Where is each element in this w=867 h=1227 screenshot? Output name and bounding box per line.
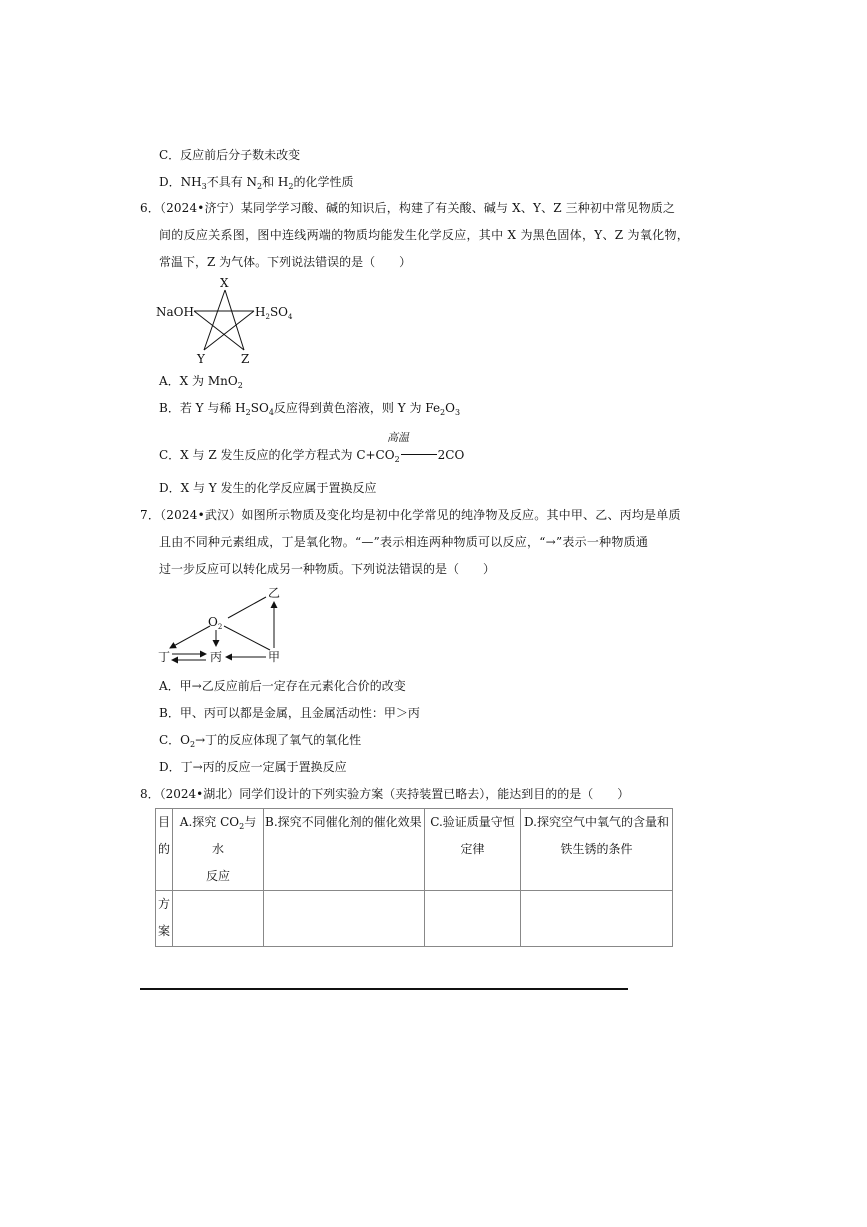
q7-c-text: →丁的反应体现了氧气的氧化性: [195, 733, 362, 747]
q7-option-a: A．甲→乙反应前后一定存在元素化合价的改变: [159, 679, 406, 693]
q5-d-text: D．NH: [159, 175, 202, 189]
q6-option-c: [159, 447, 464, 463]
q6-b-text: O: [445, 401, 455, 415]
cell-c-purpose: C.验证质量守恒 定律: [425, 809, 521, 891]
q5-d-text: 和 H: [262, 175, 289, 189]
arrow-o2-to-ding: [170, 626, 210, 648]
q8-stem-line-1: 8．（2024•湖北）同学们设计的下列实验方案（夹持装置已略去），能达到目的的是（ ）: [140, 787, 630, 801]
q6-b-text: 反应得到黄色溶液，则 Y 为 Fe: [273, 401, 441, 415]
q8-experiment-table: [155, 808, 673, 947]
q5-d-sub: 2: [257, 182, 263, 191]
q6-c-text: C．X 与 Z 发生反应的化学方程式为 C+CO: [159, 448, 395, 462]
q6-a-text: A．X 为 MnO: [159, 374, 238, 388]
q7-stem-line-1: 7．（2024•武汉）如图所示物质及变化均是初中化学常见的纯净物及反应。其中甲、乙、丙均是单质: [140, 508, 681, 522]
q6-c-text: 2CO: [437, 448, 465, 462]
node-yi: 乙: [268, 586, 281, 600]
node-o2: $O_2$: [208, 615, 223, 631]
node-h2so4: $H_2SO_4$: [255, 305, 293, 321]
q6-reaction-bar: [401, 454, 437, 455]
cell-a-purpose: A.探究 $CO_2$与水 反应: [173, 809, 264, 891]
table-row: [156, 891, 673, 947]
cell-d-purpose: D.探究空气中氧气的含量和 铁生锈的条件: [521, 809, 673, 891]
table-row: [156, 809, 673, 891]
q6-pentagram-diagram: [150, 272, 293, 368]
q6-b-text: SO: [250, 401, 269, 415]
cell-d-plan: [521, 891, 673, 947]
q6-a-sub: 2: [237, 381, 243, 390]
q6-b-sub: 4: [268, 408, 274, 417]
footer-rule: [140, 988, 628, 990]
q6-condition-high-temp: 高温: [387, 431, 409, 444]
pentagram-lines: [194, 290, 254, 350]
q6-option-d: D．X 与 Y 发生的化学反应属于置换反应: [159, 481, 377, 495]
q5-d-sub: 2: [288, 182, 294, 191]
q6-b-text: B．若 Y 与稀 H: [159, 401, 246, 415]
node-jia: 甲: [268, 650, 281, 664]
q7-stem-line-2: 且由不同种元素组成，丁是氧化物。“—”表示相连两种物质可以反应，“→”表示一种物质通: [159, 535, 649, 549]
cell-b-purpose: B.探究不同催化剂的催化效果: [264, 809, 425, 891]
q5-option-d: [159, 174, 354, 190]
q5-option-c: C．反应前后分子数未改变: [159, 148, 301, 162]
q6-c-sub: 2: [394, 455, 400, 464]
cell-a-plan: [173, 891, 264, 947]
q5-d-text: 的化学性质: [293, 175, 354, 189]
q7-c-text: C．O: [159, 733, 191, 747]
node-z: Z: [241, 352, 250, 366]
node-bing: 丙: [210, 650, 223, 664]
node-ding: 丁: [158, 650, 171, 664]
row-head-plan: 方 案: [156, 891, 173, 947]
q6-stem-line-2: 间的反应关系图，图中连线两端的物质均能发生化学反应，其中 X 为黑色固体，Y、Z 为氧化物，: [159, 228, 690, 242]
node-naoh: NaOH: [156, 305, 194, 319]
cell-b-plan: [264, 891, 425, 947]
q7-option-d: D．丁→丙的反应一定属于置换反应: [159, 760, 347, 774]
node-y: Y: [197, 352, 205, 366]
row-head-purpose: 目 的: [156, 809, 173, 891]
cell-c-plan: [425, 891, 521, 947]
q6-stem-line-1: 6．（2024•济宁）某同学学习酸、碱的知识后，构建了有关酸、碱与 X、Y、Z 三种初中常见物质之: [140, 201, 676, 215]
q7-conversion-diagram: [150, 582, 290, 666]
q6-stem-line-3: 常温下，Z 为气体。下列说法错误的是（ ）: [159, 255, 412, 269]
q7-option-b: B．甲、丙可以都是金属，且金属活动性：甲＞丙: [159, 706, 420, 720]
q7-option-c: [159, 732, 361, 748]
link-o2-jia: [224, 626, 270, 650]
node-x: X: [220, 276, 229, 290]
q6-option-a: [159, 373, 243, 389]
q6-b-sub: 2: [440, 408, 446, 417]
q7-stem-line-3: 过一步反应可以转化成另一种物质。下列说法错误的是（ ）: [159, 562, 496, 576]
link-o2-yi: [228, 597, 266, 618]
q6-option-b: [159, 400, 460, 416]
q5-d-sub: 3: [201, 182, 207, 191]
q5-d-text: 不具有 N: [206, 175, 258, 189]
q6-b-sub: 2: [245, 408, 251, 417]
q7-c-sub: 2: [190, 740, 196, 749]
q6-b-sub: 3: [454, 408, 461, 417]
